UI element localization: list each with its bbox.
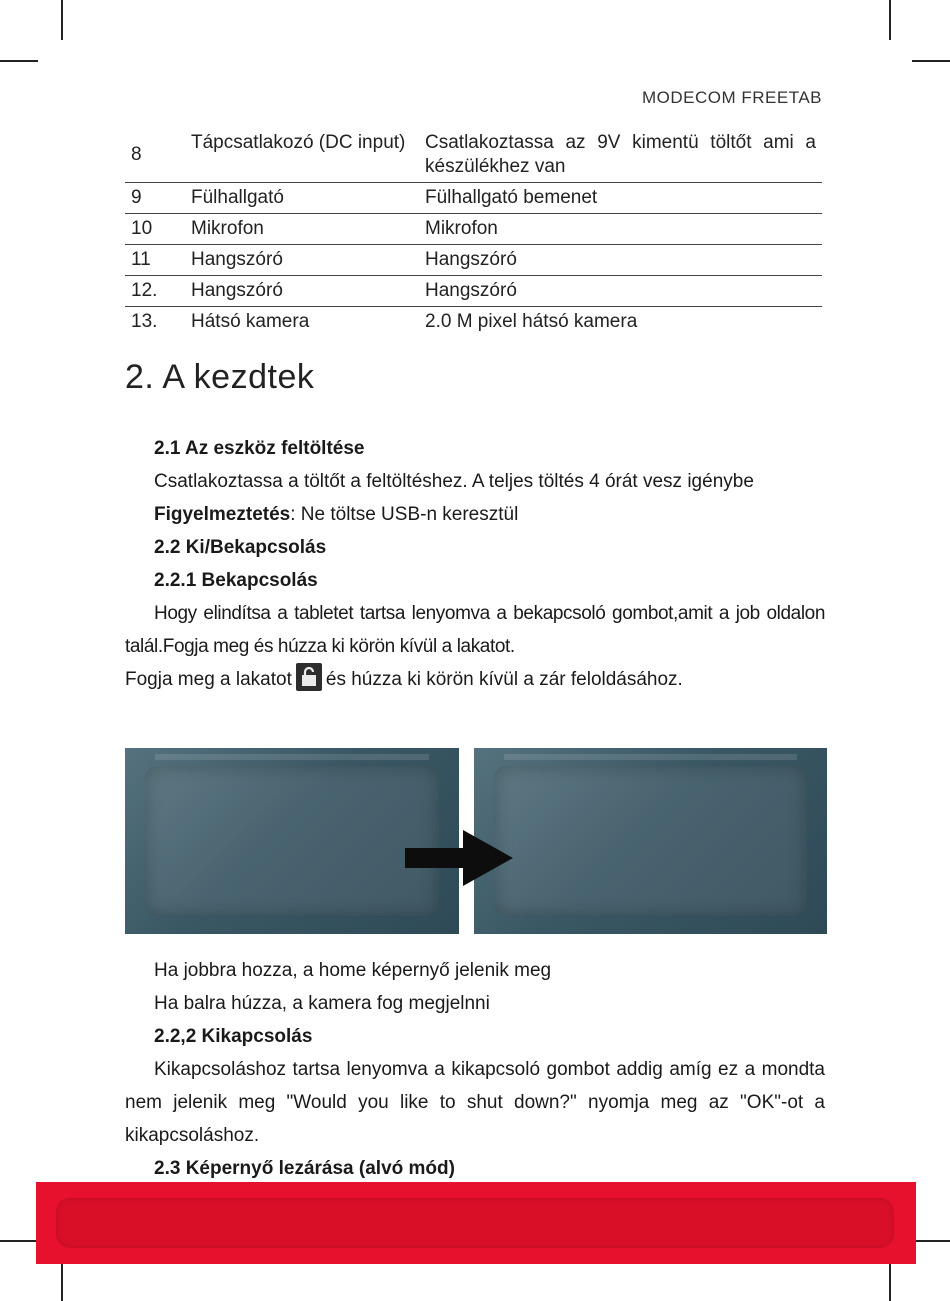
row-name: Tápcsatlakozó (DC input) [191, 132, 406, 153]
arrow-right-icon [405, 830, 515, 886]
row-name: Fülhallgató [191, 187, 284, 208]
heading-sleep-mode: 2.3 Képernyő lezárása (alvó mód) [154, 1158, 455, 1179]
power-on-text: Hogy elindítsa a tabletet tartsa lenyomva a bekapcsoló gombot,amit a job oldalon talál.Fogja meg és húzza ki körön kívül a lakatot. [125, 603, 825, 657]
crop-mark [0, 60, 38, 62]
warning-line [125, 498, 825, 531]
table-row [125, 214, 822, 245]
warning-label: Figyelmeztetés [154, 504, 291, 525]
spec-table [125, 128, 822, 337]
unlock-prefix: Fogja meg a lakatot [125, 669, 292, 690]
row-name: Mikrofon [191, 218, 264, 239]
row-name: Hangszóró [191, 249, 283, 270]
table-row [125, 276, 822, 307]
unlock-line [125, 663, 825, 696]
table-row [125, 183, 822, 214]
row-number: 10 [131, 218, 153, 239]
section-body-bottom [125, 954, 825, 1185]
swipe-left-text: Ha balra húzza, a kamera fog megjelnni [154, 993, 490, 1014]
unlock-screens-figure [125, 748, 827, 934]
unlock-suffix: és húzza ki körön kívül a zár feloldásához. [325, 669, 683, 690]
row-number: 13. [131, 311, 158, 332]
warning-text: : Ne töltse USB-n keresztül [290, 504, 519, 525]
charging-text: Csatlakoztassa a töltőt a feltöltéshez. A teljes töltés 4 órát vesz igénybe [154, 471, 754, 492]
table-row [125, 128, 822, 183]
row-description: Hangszóró [425, 249, 517, 270]
footer-inner-panel [56, 1198, 894, 1248]
crop-mark [61, 0, 63, 40]
header-brand: MODECOM FREETAB [641, 88, 822, 107]
row-description: Hangszóró [425, 280, 517, 301]
row-description: 2.0 M pixel hátsó kamera [425, 311, 638, 332]
crop-mark [61, 1262, 63, 1301]
heading-power: 2.2 Ki/Bekapcsolás [154, 537, 327, 558]
row-description: Fülhallgató bemenet [425, 187, 598, 208]
swipe-right-text: Ha jobbra hozza, a home képernyő jelenik meg [154, 960, 552, 981]
crop-mark [889, 1262, 891, 1301]
row-number: 11 [131, 249, 151, 270]
section-body-top [125, 432, 825, 696]
row-name: Hangszóró [191, 280, 283, 301]
heading-power-off: 2.2,2 Kikapcsolás [154, 1026, 313, 1047]
row-number: 12. [131, 280, 158, 301]
row-name: Hátsó kamera [191, 311, 310, 332]
lock-icon [296, 663, 322, 691]
power-off-text: Kikapcsoláshoz tartsa lenyomva a kikapcsoló gombot addig amíg ez a mondta nem jelenik meg "Would you like to shut down?" nyomja meg az "OK"-ot a kikapcsoláshoz. [125, 1059, 825, 1146]
crop-mark [889, 0, 891, 40]
table-row [125, 307, 822, 338]
row-number: 9 [131, 187, 142, 208]
crop-mark [0, 1240, 38, 1242]
heading-charging: 2.1 Az eszköz feltöltése [154, 438, 365, 459]
crop-mark [912, 60, 950, 62]
table-row [125, 245, 822, 276]
row-description: Mikrofon [425, 218, 498, 239]
row-number: 8 [131, 144, 142, 165]
row-description: Csatlakoztassa az 9V kimentü töltőt ami a készülékhez van [425, 132, 816, 177]
section-title: 2. A kezdtek [125, 358, 315, 396]
crop-mark [912, 1240, 950, 1242]
heading-power-on: 2.2.1 Bekapcsolás [154, 570, 318, 591]
lock-screen-after [474, 748, 827, 934]
